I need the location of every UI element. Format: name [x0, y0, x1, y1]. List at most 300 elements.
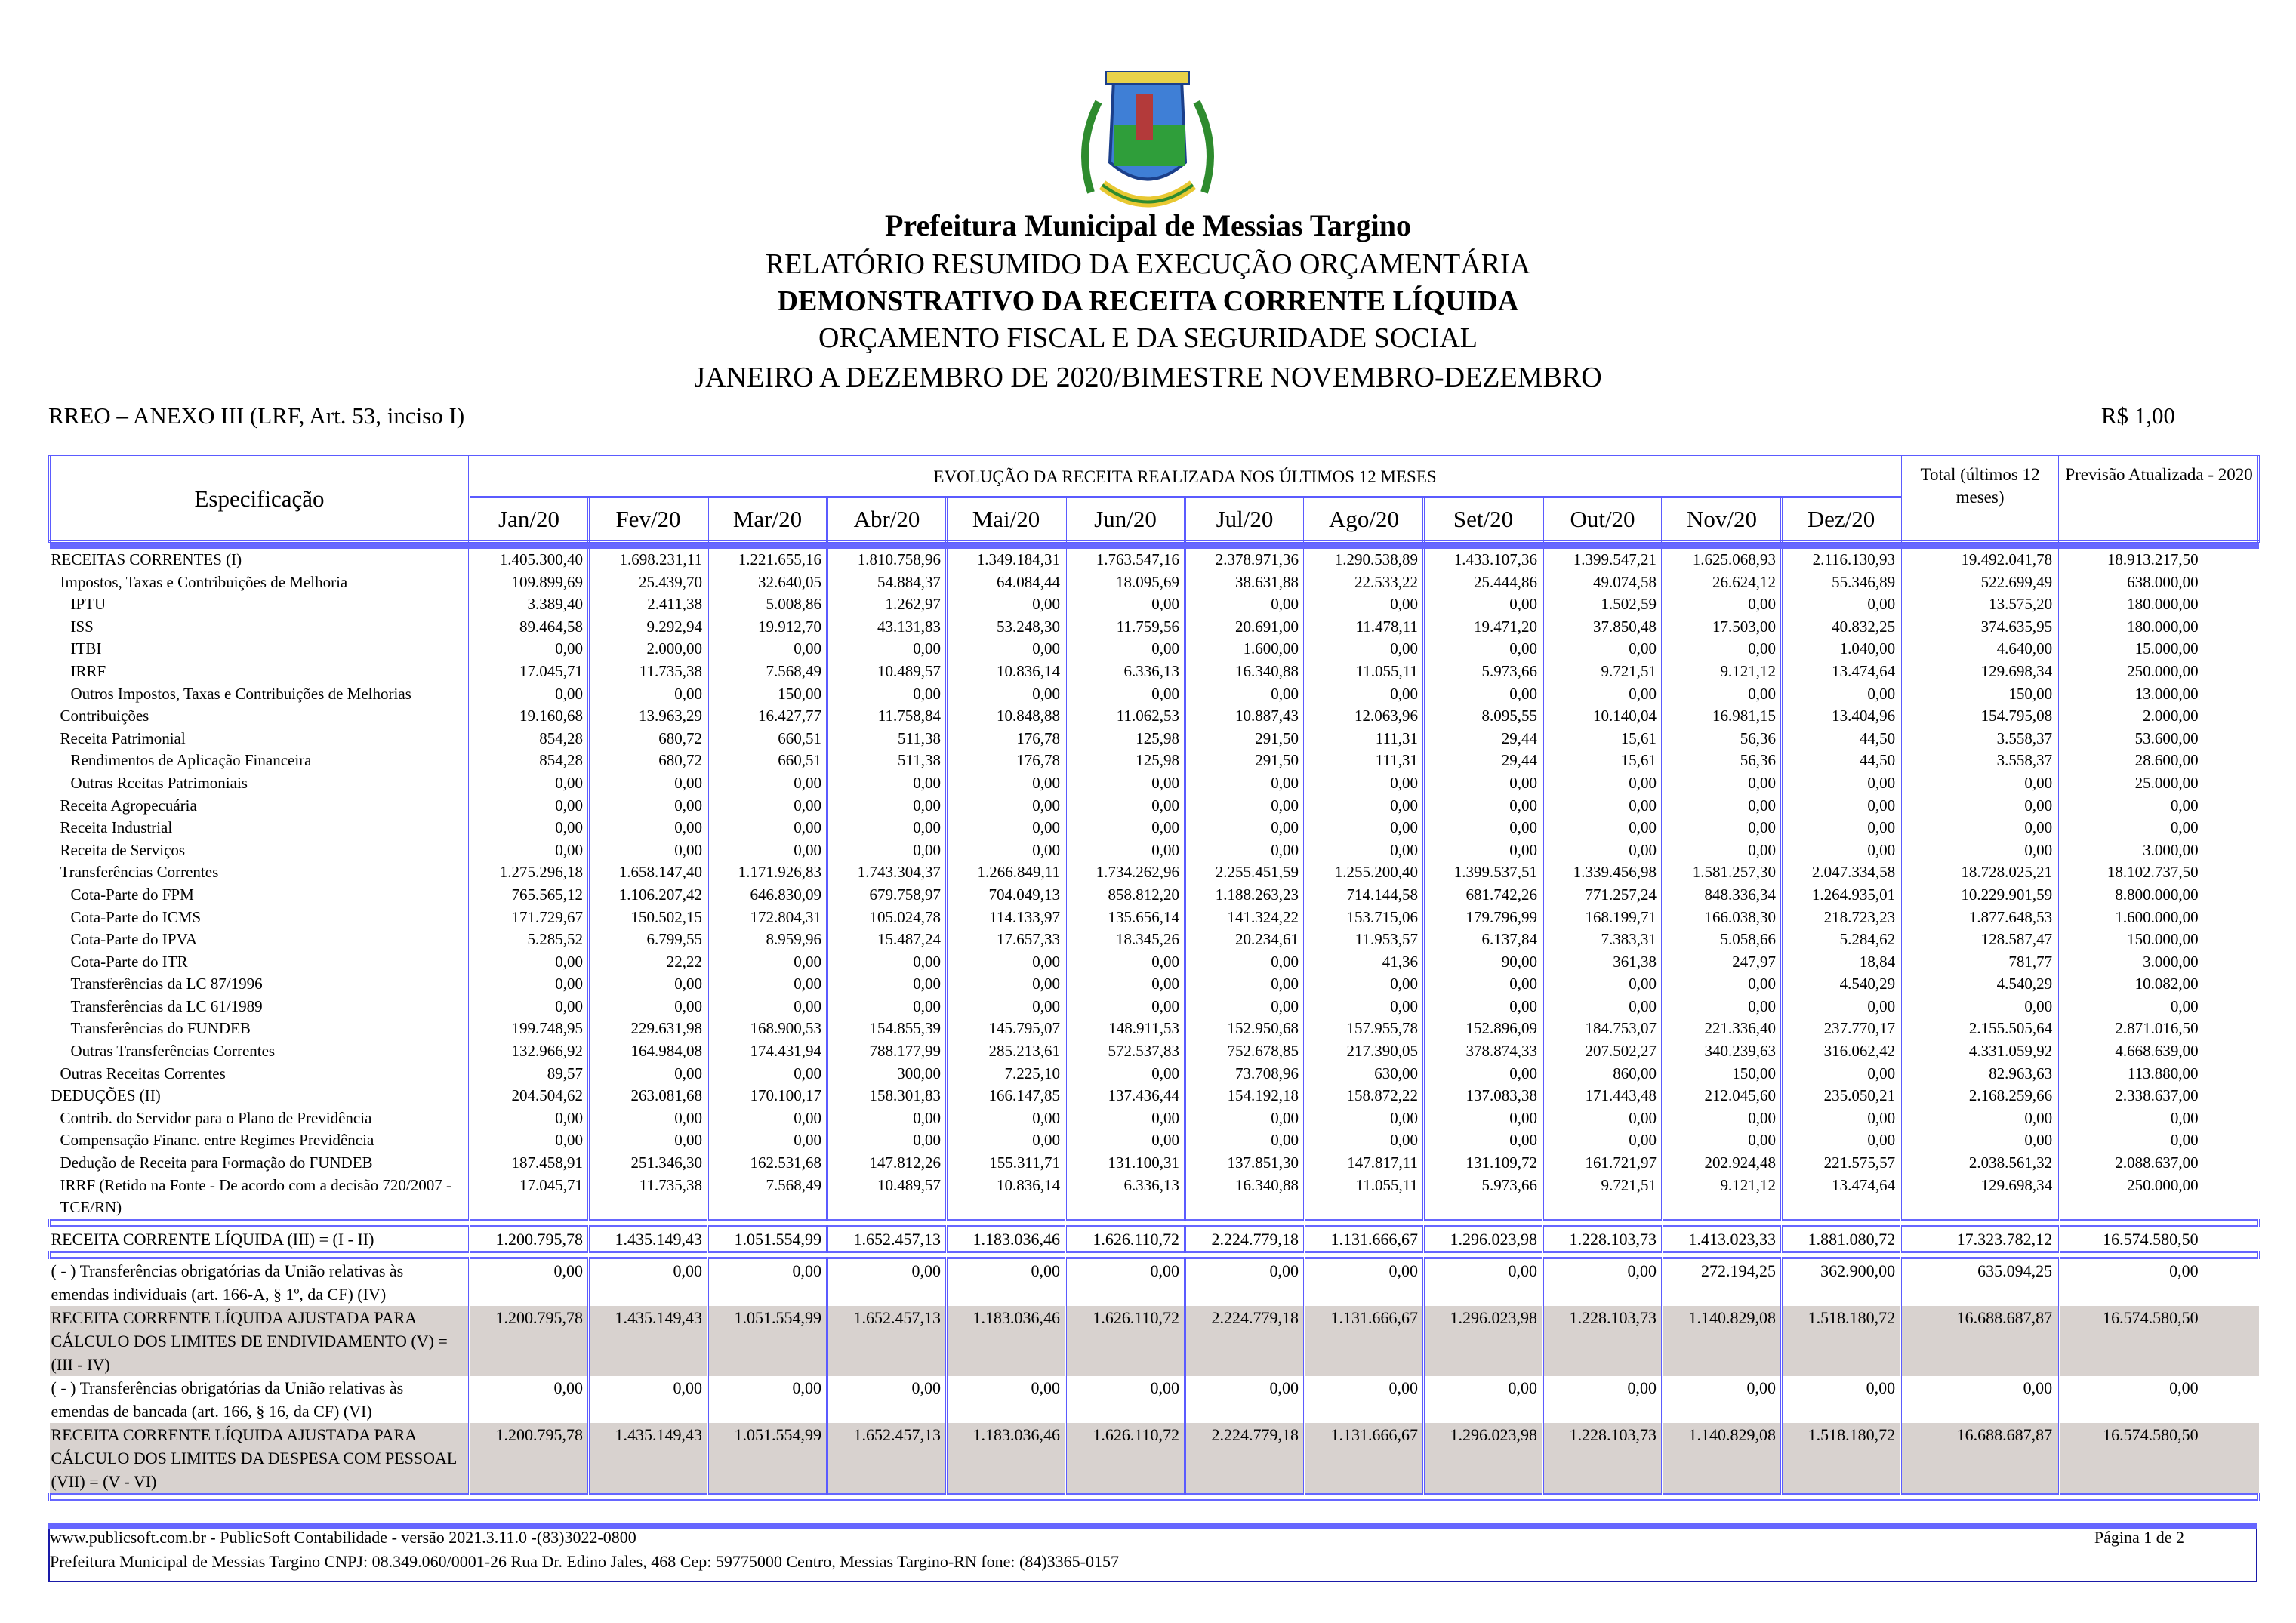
month-value: 166.147,85 [947, 1085, 1066, 1107]
total-value: 19.492.041,78 [1901, 549, 2060, 571]
month-value: 0,00 [470, 817, 589, 839]
month-value: 1.399.537,51 [1424, 861, 1543, 884]
month-value: 0,00 [1782, 1107, 1901, 1130]
month-value: 858.812,20 [1066, 884, 1185, 907]
month-value: 2.224.779,18 [1185, 1226, 1305, 1252]
month-value: 235.050,21 [1782, 1085, 1901, 1107]
month-value: 0,00 [1424, 638, 1543, 661]
month-value: 378.874,33 [1424, 1040, 1543, 1063]
month-value: 38.631,88 [1185, 571, 1305, 594]
month-value: 1.140.829,08 [1663, 1306, 1782, 1376]
month-value: 16.340,88 [1185, 661, 1305, 683]
month-value: 340.239,63 [1663, 1040, 1782, 1063]
month-value: 150,00 [708, 683, 827, 706]
row-label: Transferências da LC 61/1989 [50, 996, 470, 1018]
table-row [50, 861, 2259, 884]
month-value: 137.436,44 [1066, 1085, 1185, 1107]
row-label: RECEITAS CORRENTES (I) [50, 549, 470, 571]
month-value: 105.024,78 [827, 907, 947, 929]
total-value: 129.698,34 [1901, 1175, 2060, 1221]
month-value: 3.389,40 [470, 593, 589, 616]
month-value: 5.284,62 [1782, 929, 1901, 951]
month-value: 22.533,22 [1305, 571, 1424, 594]
month-value: 0,00 [708, 1063, 827, 1086]
total-value: 0,00 [1901, 817, 2060, 839]
month-value: 0,00 [1066, 839, 1185, 862]
month-value: 0,00 [1305, 1107, 1424, 1130]
month-value: 162.531,68 [708, 1152, 827, 1175]
month-value: 0,00 [708, 1129, 827, 1152]
row-label: IRRF (Retido na Fonte - De acordo com a decisão 720/2007 - TCE/RN) [50, 1175, 470, 1221]
month-value: 0,00 [1305, 817, 1424, 839]
month-value: 0,00 [1305, 1258, 1424, 1306]
month-value: 0,00 [827, 638, 947, 661]
footer [48, 1529, 2257, 1582]
month-value: 0,00 [1543, 683, 1663, 706]
month-value: 9.121,12 [1663, 1175, 1782, 1221]
month-value: 1.810.758,96 [827, 549, 947, 571]
forecast-value: 113.880,00 [2060, 1063, 2259, 1086]
month-value: 2.224.779,18 [1185, 1423, 1305, 1495]
table-row [50, 951, 2259, 974]
forecast-value: 250.000,00 [2060, 661, 2259, 683]
month-value: 1.399.547,21 [1543, 549, 1663, 571]
entity-info: Prefeitura Municipal de Messias Targino CNPJ: 08.349.060/0001-26 Rua Dr. Edino Jales, 468 Cep: 59775000 Centro, Messias Targino-RN fone: (84)3365-0157 [50, 1552, 1119, 1571]
month-value: 300,00 [827, 1063, 947, 1086]
month-value: 218.723,23 [1782, 907, 1901, 929]
month-value: 247,97 [1663, 951, 1782, 974]
month-value: 291,50 [1185, 750, 1305, 772]
table-row [50, 1107, 2259, 1130]
month-value: 154.855,39 [827, 1018, 947, 1040]
spec-header: Especificação [50, 457, 470, 542]
month-value: 0,00 [1305, 772, 1424, 795]
table-row [50, 1175, 2259, 1221]
month-value: 5.973,66 [1424, 1175, 1543, 1221]
month-value: 1.349.184,31 [947, 549, 1066, 571]
month-value: 1.140.829,08 [1663, 1423, 1782, 1495]
month-value: 0,00 [1543, 973, 1663, 996]
month-value: 170.100,17 [708, 1085, 827, 1107]
row-label: Cota-Parte do ICMS [50, 907, 470, 929]
month-value: 137.083,38 [1424, 1085, 1543, 1107]
month-value: 15,61 [1543, 728, 1663, 750]
month-value: 5.973,66 [1424, 661, 1543, 683]
month-value: 10.140,04 [1543, 705, 1663, 728]
month-value: 0,00 [1782, 772, 1901, 795]
month-value: 0,00 [1185, 772, 1305, 795]
month-value: 848.336,34 [1663, 884, 1782, 907]
month-value: 0,00 [470, 1258, 589, 1306]
currency-unit: R$ 1,00 [2100, 402, 2175, 429]
table-row [50, 593, 2259, 616]
month-value: 0,00 [827, 1258, 947, 1306]
month-value: 221.575,57 [1782, 1152, 1901, 1175]
month-value: 114.133,97 [947, 907, 1066, 929]
month-value: 0,00 [589, 683, 708, 706]
month-value: 64.084,44 [947, 571, 1066, 594]
row-label: Outras Receitas Correntes [50, 1063, 470, 1086]
table-row [50, 817, 2259, 839]
month-value: 5.285,52 [470, 929, 589, 951]
row-label: ( - ) Transferências obrigatórias da União relativas às emendas individuais (art. 166-A, § 1º, da CF) (IV) [50, 1258, 470, 1306]
month-value: 0,00 [1305, 638, 1424, 661]
month-value: 0,00 [470, 795, 589, 818]
month-value: 166.038,30 [1663, 907, 1782, 929]
month-value: 1.626.110,72 [1066, 1423, 1185, 1495]
forecast-value: 180.000,00 [2060, 593, 2259, 616]
month-value: 0,00 [947, 1376, 1066, 1423]
month-value: 10.887,43 [1185, 705, 1305, 728]
entity-title: Prefeitura Municipal de Messias Targino [884, 208, 1412, 242]
month-value: 0,00 [947, 593, 1066, 616]
month-value: 0,00 [1663, 839, 1782, 862]
month-value: 131.109,72 [1424, 1152, 1543, 1175]
table-row [50, 1129, 2259, 1152]
total-value: 0,00 [1901, 839, 2060, 862]
month-value: 158.872,22 [1305, 1085, 1424, 1107]
month-value: 251.346,30 [589, 1152, 708, 1175]
month-value: 158.301,83 [827, 1085, 947, 1107]
month-value: 0,00 [1066, 951, 1185, 974]
total-value: 2.038.561,32 [1901, 1152, 2060, 1175]
month-value: 1.698.231,11 [589, 549, 708, 571]
month-value: 1.413.023,33 [1663, 1226, 1782, 1252]
month-value: 176,78 [947, 750, 1066, 772]
month-value: 0,00 [1663, 996, 1782, 1018]
month-value: 1.734.262,96 [1066, 861, 1185, 884]
month-header: Jan/20 [470, 497, 589, 542]
row-label: Compensação Financ. entre Regimes Previdência [50, 1129, 470, 1152]
month-value: 16.981,15 [1663, 705, 1782, 728]
month-value: 0,00 [1543, 1258, 1663, 1306]
month-value: 1.131.666,67 [1305, 1423, 1424, 1495]
month-value: 1.262,97 [827, 593, 947, 616]
evolution-header: EVOLUÇÃO DA RECEITA REALIZADA NOS ÚLTIMOS 12 MESES [470, 457, 1901, 497]
month-value: 1.518.180,72 [1782, 1423, 1901, 1495]
forecast-value: 16.574.580,50 [2060, 1306, 2259, 1376]
month-value: 2.224.779,18 [1185, 1306, 1305, 1376]
row-label: Transferências do FUNDEB [50, 1018, 470, 1040]
total-value: 0,00 [1901, 1107, 2060, 1130]
total-value: 150,00 [1901, 683, 2060, 706]
month-value: 0,00 [1424, 772, 1543, 795]
month-value: 17.657,33 [947, 929, 1066, 951]
row-label: Transferências da LC 87/1996 [50, 973, 470, 996]
month-value: 285.213,61 [947, 1040, 1066, 1063]
total-value: 128.587,47 [1901, 929, 2060, 951]
month-value: 9.121,12 [1663, 661, 1782, 683]
month-value: 8.095,55 [1424, 705, 1543, 728]
month-value: 2.255.451,59 [1185, 861, 1305, 884]
month-value: 0,00 [589, 1107, 708, 1130]
forecast-value: 2.338.637,00 [2060, 1085, 2259, 1107]
month-value: 0,00 [947, 1258, 1066, 1306]
month-value: 212.045,60 [1663, 1085, 1782, 1107]
month-value: 152.896,09 [1424, 1018, 1543, 1040]
month-value: 1.131.666,67 [1305, 1226, 1424, 1252]
divider-cell [50, 542, 2259, 550]
month-value: 0,00 [708, 795, 827, 818]
month-value: 1.652.457,13 [827, 1306, 947, 1376]
month-value: 111,31 [1305, 750, 1424, 772]
month-value: 132.966,92 [470, 1040, 589, 1063]
month-value: 0,00 [1185, 1129, 1305, 1152]
month-header: Set/20 [1424, 497, 1543, 542]
month-value: 137.851,30 [1185, 1152, 1305, 1175]
month-value: 25.444,86 [1424, 571, 1543, 594]
month-value: 0,00 [1424, 1063, 1543, 1086]
month-value: 207.502,27 [1543, 1040, 1663, 1063]
month-value: 1.435.149,43 [589, 1423, 708, 1495]
month-value: 0,00 [827, 973, 947, 996]
row-label: Outras Transferências Correntes [50, 1040, 470, 1063]
month-value: 511,38 [827, 728, 947, 750]
total-value: 2.168.259,66 [1901, 1085, 2060, 1107]
total-value: 18.728.025,21 [1901, 861, 2060, 884]
month-value: 40.832,25 [1782, 616, 1901, 639]
table-row [50, 1018, 2259, 1040]
total-value: 4.540,29 [1901, 973, 2060, 996]
row-label: Receita de Serviços [50, 839, 470, 862]
month-value: 0,00 [827, 795, 947, 818]
month-value: 19.912,70 [708, 616, 827, 639]
month-value: 176,78 [947, 728, 1066, 750]
month-value: 17.045,71 [470, 1175, 589, 1221]
month-value: 0,00 [947, 1107, 1066, 1130]
month-value: 5.008,86 [708, 593, 827, 616]
month-value: 0,00 [1185, 683, 1305, 706]
month-value: 0,00 [589, 817, 708, 839]
month-value: 0,00 [1066, 973, 1185, 996]
month-value: 1.264.935,01 [1782, 884, 1901, 907]
month-header: Ago/20 [1305, 497, 1424, 542]
month-value: 0,00 [947, 817, 1066, 839]
month-value: 13.404,96 [1782, 705, 1901, 728]
month-header: Mai/20 [947, 497, 1066, 542]
month-value: 0,00 [1663, 1129, 1782, 1152]
month-value: 0,00 [1663, 795, 1782, 818]
total-value: 0,00 [1901, 1376, 2060, 1423]
month-value: 155.311,71 [947, 1152, 1066, 1175]
row-label: IRRF [50, 661, 470, 683]
annex-label: RREO – ANEXO III (LRF, Art. 53, inciso I) [48, 402, 465, 429]
table-row [50, 1423, 2259, 1495]
month-value: 0,00 [1424, 996, 1543, 1018]
month-value: 221.336,40 [1663, 1018, 1782, 1040]
table-row [50, 795, 2259, 818]
month-value: 153.715,06 [1305, 907, 1424, 929]
table-row [50, 772, 2259, 795]
forecast-value: 3.000,00 [2060, 839, 2259, 862]
month-value: 854,28 [470, 750, 589, 772]
table-row [50, 1040, 2259, 1063]
total-value: 1.877.648,53 [1901, 907, 2060, 929]
month-value: 0,00 [1424, 593, 1543, 616]
month-value: 0,00 [708, 1107, 827, 1130]
forecast-value: 0,00 [2060, 817, 2259, 839]
row-divider [50, 1220, 2259, 1226]
month-value: 0,00 [1543, 772, 1663, 795]
month-value: 37.850,48 [1543, 616, 1663, 639]
month-value: 4.540,29 [1782, 973, 1901, 996]
month-value: 147.812,26 [827, 1152, 947, 1175]
month-value: 1.763.547,16 [1066, 549, 1185, 571]
month-value: 53.248,30 [947, 616, 1066, 639]
month-value: 681.742,26 [1424, 884, 1543, 907]
month-value: 10.848,88 [947, 705, 1066, 728]
month-value: 0,00 [708, 973, 827, 996]
month-value: 0,00 [1782, 1376, 1901, 1423]
month-value: 0,00 [1782, 593, 1901, 616]
table-row [50, 1258, 2259, 1306]
month-value: 18.345,26 [1066, 929, 1185, 951]
month-value: 0,00 [708, 996, 827, 1018]
month-value: 1.200.795,78 [470, 1306, 589, 1376]
month-value: 204.504,62 [470, 1085, 589, 1107]
table-row [50, 728, 2259, 750]
month-value: 0,00 [1305, 795, 1424, 818]
month-value: 0,00 [947, 638, 1066, 661]
row-label: Transferências Correntes [50, 861, 470, 884]
month-value: 0,00 [1066, 996, 1185, 1018]
month-value: 0,00 [1543, 638, 1663, 661]
month-value: 0,00 [1066, 1107, 1185, 1130]
month-value: 0,00 [1185, 1376, 1305, 1423]
month-value: 9.721,51 [1543, 661, 1663, 683]
forecast-value: 2.088.637,00 [2060, 1152, 2259, 1175]
total-value: 3.558,37 [1901, 750, 2060, 772]
month-value: 0,00 [1543, 839, 1663, 862]
row-label: ISS [50, 616, 470, 639]
month-value: 11.062,53 [1066, 705, 1185, 728]
software-info: www.publicsoft.com.br - PublicSoft Contabilidade - versão 2021.3.11.0 -(83)3022-0800 [50, 1528, 636, 1547]
table-row [50, 661, 2259, 683]
month-value: 22,22 [589, 951, 708, 974]
month-value: 16.340,88 [1185, 1175, 1305, 1221]
month-value: 179.796,99 [1424, 907, 1543, 929]
coat-of-arms-logo [1061, 57, 1234, 219]
month-value: 0,00 [1185, 817, 1305, 839]
month-value: 6.336,13 [1066, 661, 1185, 683]
month-value: 0,00 [1543, 996, 1663, 1018]
month-value: 0,00 [1782, 996, 1901, 1018]
month-value: 11.953,57 [1305, 929, 1424, 951]
month-value: 11.478,11 [1305, 616, 1424, 639]
total-value: 10.229.901,59 [1901, 884, 2060, 907]
month-value: 1.435.149,43 [589, 1306, 708, 1376]
month-value: 12.063,96 [1305, 705, 1424, 728]
month-value: 2.047.334,58 [1782, 861, 1901, 884]
month-header: Dez/20 [1782, 497, 1901, 542]
month-value: 0,00 [589, 973, 708, 996]
month-value: 10.489,57 [827, 661, 947, 683]
row-divider [50, 1494, 2259, 1500]
month-value: 18.095,69 [1066, 571, 1185, 594]
total-value: 2.155.505,64 [1901, 1018, 2060, 1040]
month-value: 0,00 [1066, 638, 1185, 661]
month-value: 788.177,99 [827, 1040, 947, 1063]
month-value: 0,00 [1424, 1129, 1543, 1152]
month-value: 0,00 [1424, 973, 1543, 996]
month-value: 0,00 [708, 1376, 827, 1423]
month-value: 291,50 [1185, 728, 1305, 750]
month-value: 202.924,48 [1663, 1152, 1782, 1175]
month-value: 0,00 [589, 1063, 708, 1086]
month-value: 1.339.456,98 [1543, 861, 1663, 884]
month-value: 1.881.080,72 [1782, 1226, 1901, 1252]
month-value: 0,00 [1305, 1129, 1424, 1152]
row-label: Cota-Parte do ITR [50, 951, 470, 974]
month-value: 0,00 [1543, 1107, 1663, 1130]
row-label: RECEITA CORRENTE LÍQUIDA (III) = (I - II) [50, 1226, 470, 1252]
month-value: 0,00 [1663, 683, 1782, 706]
forecast-value: 0,00 [2060, 795, 2259, 818]
month-value: 147.817,11 [1305, 1152, 1424, 1175]
month-value: 161.721,97 [1543, 1152, 1663, 1175]
month-value: 0,00 [827, 839, 947, 862]
month-value: 0,00 [947, 839, 1066, 862]
month-value: 0,00 [470, 1107, 589, 1130]
month-value: 1.200.795,78 [470, 1423, 589, 1495]
month-value: 0,00 [1782, 683, 1901, 706]
row-label: Rendimentos de Aplicação Financeira [50, 750, 470, 772]
month-value: 0,00 [1305, 839, 1424, 862]
month-value: 43.131,83 [827, 616, 947, 639]
month-value: 11.735,38 [589, 1175, 708, 1221]
month-value: 0,00 [1782, 817, 1901, 839]
month-value: 7.568,49 [708, 1175, 827, 1221]
month-value: 1.296.023,98 [1424, 1226, 1543, 1252]
month-value: 0,00 [1305, 996, 1424, 1018]
month-header: Fev/20 [589, 497, 708, 542]
month-value: 26.624,12 [1663, 571, 1782, 594]
month-value: 49.074,58 [1543, 571, 1663, 594]
month-value: 272.194,25 [1663, 1258, 1782, 1306]
month-value: 1.255.200,40 [1305, 861, 1424, 884]
month-value: 0,00 [1424, 683, 1543, 706]
month-value: 168.900,53 [708, 1018, 827, 1040]
table-row [50, 839, 2259, 862]
month-value: 0,00 [470, 772, 589, 795]
row-label: DEDUÇÕES (II) [50, 1085, 470, 1107]
month-value: 13.474,64 [1782, 661, 1901, 683]
month-value: 0,00 [1663, 1376, 1782, 1423]
divider-cell [50, 1494, 2259, 1500]
total-value: 17.323.782,12 [1901, 1226, 2060, 1252]
forecast-value: 28.600,00 [2060, 750, 2259, 772]
month-value: 171.443,48 [1543, 1085, 1663, 1107]
month-value: 16.427,77 [708, 705, 827, 728]
table-row [50, 571, 2259, 594]
total-value: 82.963,63 [1901, 1063, 2060, 1086]
table-row [50, 1085, 2259, 1107]
month-value: 2.411,38 [589, 593, 708, 616]
month-value: 263.081,68 [589, 1085, 708, 1107]
forecast-value: 18.102.737,50 [2060, 861, 2259, 884]
table-row [50, 1152, 2259, 1175]
month-value: 0,00 [708, 772, 827, 795]
month-value: 152.950,68 [1185, 1018, 1305, 1040]
page-number: Página 1 de 2 [2094, 1528, 2184, 1547]
total-value: 13.575,20 [1901, 593, 2060, 616]
forecast-value: 180.000,00 [2060, 616, 2259, 639]
month-value: 7.568,49 [708, 661, 827, 683]
month-value: 11.759,56 [1066, 616, 1185, 639]
month-value: 171.729,67 [470, 907, 589, 929]
month-value: 1.296.023,98 [1424, 1423, 1543, 1495]
month-value: 150,00 [1663, 1063, 1782, 1086]
